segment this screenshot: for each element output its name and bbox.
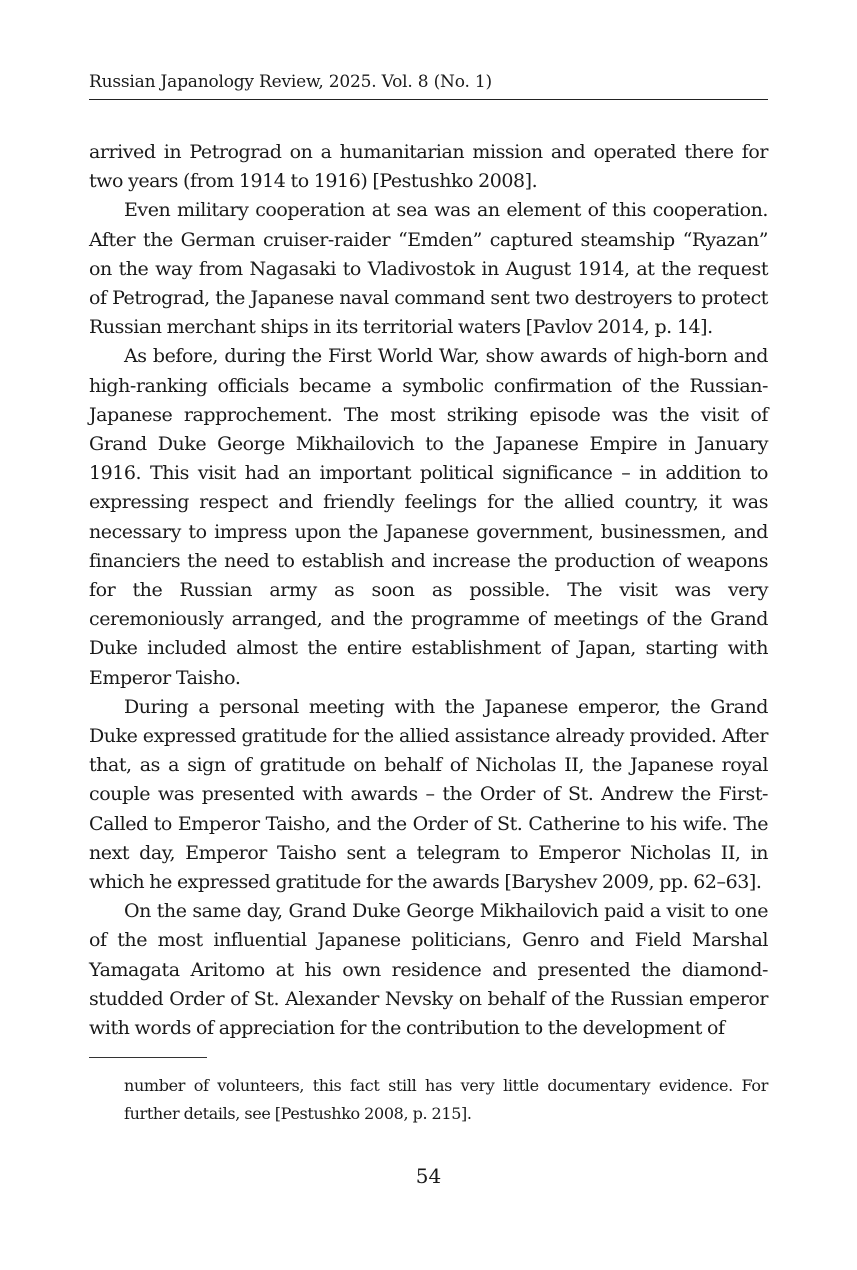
paragraph-continued: arrived in Petrograd on a humanitarian mission and operated there for two years (from 1914 to 1916) [Pestushko 2008]. [89,141,768,193]
footnote [124,1072,768,1128]
running-header: Russian Japanology Review, 2025. Vol. 8 (No. 1) [89,72,492,92]
paragraph-naval-cooperation: Even military cooperation at sea was an element of this cooperation. After the German cruiser-raider “Emden” captured steamship “Ryazan” on the way from Nagasaki to Vladivostok in August 1914, at the request of Petrograd, the Japanese naval command sent two destroyers to protect Russian merchant ships in its territorial waters [Pavlov 2014, p. 14]. [89,199,768,339]
footnote-separator [89,1057,207,1058]
footnote-text: number of volunteers, this fact still has very little documentary evidence. For further details, see [Pestushko 2008, p. 215]. [124,1076,768,1123]
paragraph-grand-duke-visit: As before, during the First World War, show awards of high-born and high-ranking officials became a symbolic confirmation of the Russian-Japanese rapprochement. The most striking episode was the visit of Grand Duke George Mikhailovich to the Japanese Empire in January 1916. This visit had an important political significance – in addition to expressing respect and friendly feelings for the allied country, it was necessary to impress upon the Japanese government, businessmen, and financiers the need to establish and increase the production of weapons for the Russian army as soon as possible. The visit was very ceremoniously arranged, and the programme of meetings of the Grand Duke included almost the entire establishment of Japan, starting with Emperor Taisho. [89,345,768,689]
header-rule [89,99,768,100]
main-text [89,138,768,1043]
paragraph-emperor-meeting: During a personal meeting with the Japanese emperor, the Grand Duke expressed gratitude for the allied assistance already provided. After that, as a sign of gratitude on behalf of Nicholas II, the Japanese royal couple was presented with awards – the Order of St. Andrew the First-Called to Emperor Taisho, and the Order of St. Catherine to his wife. The next day, Emperor Taisho sent a telegram to Emperor Nicholas II, in which he expressed gratitude for the awards [Baryshev 2009, pp. 62–63]. [89,695,768,894]
paragraph-yamagata-visit: On the same day, Grand Duke George Mikhailovich paid a visit to one of the most influential Japanese politicians, Genro and Field Marshal Yamagata Aritomo at his own residence and presented the diamond-studded Order of St. Alexander Nevsky on behalf of the Russian emperor with words of appreciation for the contribution to the development of [89,900,768,1040]
page-number: 54 [415,1164,442,1188]
